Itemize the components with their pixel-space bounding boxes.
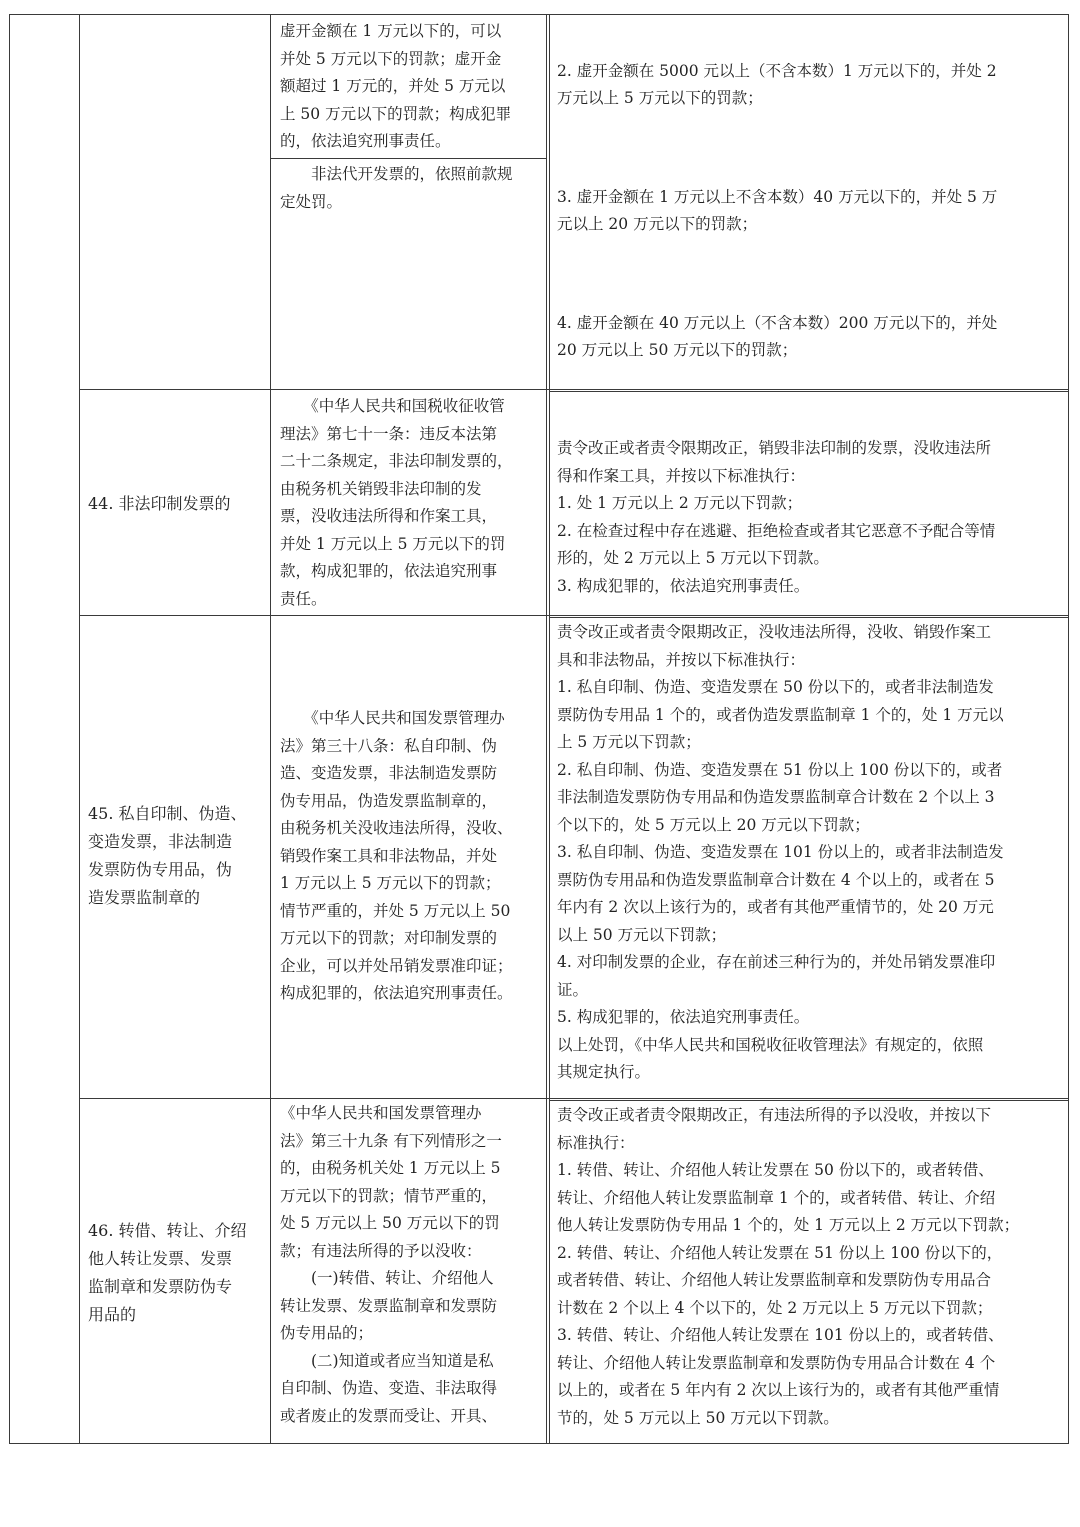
standard-text-row-43	[557, 30, 1063, 390]
law-text-row-43-part1: 虚开金额在 1 万元以下的，可以 并处 5 万元以下的罚款；虚开金 额超过 1 万元的，并处 5 万元以 上 50 万元以下的罚款；构成犯罪 的，依法追究刑事责任。	[280, 22, 512, 150]
column-divider-3b	[549, 14, 550, 1444]
column-divider-2	[270, 14, 271, 1444]
row-divider-46b	[549, 1100, 1069, 1101]
item-46-label: 46. 转借、转让、介绍 他人转让发票、发票 监制章和发票防伪专 用品的	[88, 1221, 247, 1324]
standard-item-4: 4. 虚开金额在 40 万元以上（不含本数）200 万元以下的，并处 20 万元以上 50 万元以下的罚款；	[557, 313, 998, 359]
standard-item-2: 2. 虚开金额在 5000 元以上（不含本数）1 万元以下的，并处 2 万元以上 5 万元以下的罚款；	[557, 61, 997, 107]
column-divider-1	[79, 14, 80, 1444]
law-text-row-44: 《中华人民共和国税收征收管 理法》第七十一条：违反本法第 二十二条规定，非法印制发票的， 由税务机关销毁非法印制的发 票，没收违法所得和作案工具， 并处 1 万元以上 5 万元以下的罚 款，构成犯罪的，依法追究刑事 责任。	[280, 397, 513, 608]
law-text-row-45: 《中华人民共和国发票管理办 法》第三十八条：私自印制、伪 造、变造发票，非法制造发票防 伪专用品，伪造发票监制章的， 由税务机关没收违法所得，没收、 销毁作案工具和非法物品，并处 1 万元以上 5 万元以下的罚款； 情节严重的，并处 5 万元以上 50 万元以下的罚款；对印制发票的 企业，可以并处吊销发票准印证； 构成犯罪的，依法追究刑事责任。	[280, 709, 513, 1002]
item-45-label: 45. 私自印制、伪造、 变造发票，非法制造 发票防伪专用品，伪 造发票监制章的	[88, 804, 247, 907]
row-divider-45b	[549, 617, 1069, 618]
law-text-row-43-part2: 非法代开发票的，依照前款规 定处罚。	[280, 165, 513, 211]
column-divider-3	[546, 14, 547, 1444]
law-cell-split	[270, 158, 547, 159]
law-text-row-46: 《中华人民共和国发票管理办 法》第三十九条 有下列情形之一 的，由税务机关处 1 万元以上 5 万元以下的罚款；情节严重的， 处 5 万元以上 50 万元以下的罚 款；有违法所得的予以没收： (一)转借、转让、介绍他人 转让发票、发票监制章和发票防 伪专用品的； (二)知道或者应当知道是私 自印制、伪造、变造、非法取得 或者废止的发票而受让、开具、	[280, 1104, 502, 1425]
item-44-label: 44. 非法印制发票的	[88, 494, 231, 513]
table-border-bottom	[9, 1443, 1069, 1444]
table-border-right	[1068, 14, 1069, 1444]
standard-item-3: 3. 虚开金额在 1 万元以上不含本数）40 万元以下的，并处 5 万 元以上 20 万元以下的罚款；	[557, 187, 998, 233]
standard-text-row-44: 责令改正或者责令限期改正，销毁非法印制的发票，没收违法所 得和作案工具，并按以下标准执行： 1. 处 1 万元以上 2 万元以下罚款； 2. 在检查过程中存在逃避、拒绝检查或者其它恶意不予配合等情 形的，处 2 万元以上 5 万元以下罚款。 3. 构成犯罪的，依法追究刑事责任。	[557, 439, 996, 595]
row-divider-44b	[549, 391, 1069, 392]
table-border-top	[9, 14, 1069, 15]
standard-text-row-45: 责令改正或者责令限期改正，没收违法所得，没收、销毁作案工 具和非法物品，并按以下标准执行： 1. 私自印制、伪造、变造发票在 50 份以下的，或者非法制造发 票防伪专用品 1 个的，或者伪造发票监制章 1 个的，处 1 万元以 上 5 万元以下罚款； 2. 私自印制、伪造、变造发票在 51 份以上 100 份以下的，或者 非法制造发票防伪专用品和伪造发票监制章合计数在 2 个以上 3 个以下的，处 5 万元以上 20 万元以下罚款； 3. 私自印制、伪造、变造发票在 101 份以上的，或者非法制造发 票防伪专用品和伪造发票监制章合计数在 4 个以上的，或者在 5 年内有 2 次以上该行为的，或者有其他严重情节的，处 20 万元 以上 50 万元以下罚款； 4. 对印制发票的企业，存在前述三种行为的，并处吊销发票准印 证。 5. 构成犯罪的，依法追究刑事责任。 以上处罚，《中华人民共和国税收征收管理法》有规定的，依照 其规定执行。	[557, 623, 1004, 1081]
row-divider-45	[79, 615, 1069, 616]
table-border-left	[9, 14, 10, 1444]
standard-text-row-46: 责令改正或者责令限期改正，有违法所得的予以没收，并按以下 标准执行： 1. 转借、转让、介绍他人转让发票在 50 份以下的，或者转借、 转让、介绍他人转让发票监制章 1 个的，或者转借、转让、介绍 他人转让发票防伪专用品 1 个的，处 1 万元以上 2 万元以下罚款； 2. 转借、转让、介绍他人转让发票在 51 份以上 100 份以下的， 或者转借、转让、介绍他人转让发票监制章和发票防伪专用品合 计数在 2 个以上 4 个以下的，处 2 万元以上 5 万元以下罚款； 3. 转借、转让、介绍他人转让发票在 101 份以上的，或者转借、 转让、介绍他人转让发票监制章和发票防伪专用品合计数在 4 个 以上的，或者在 5 年内有 2 次以上该行为的，或者有其他严重情 节的，处 5 万元以上 50 万元以下罚款。	[557, 1106, 1020, 1427]
row-divider-46	[79, 1098, 1069, 1099]
